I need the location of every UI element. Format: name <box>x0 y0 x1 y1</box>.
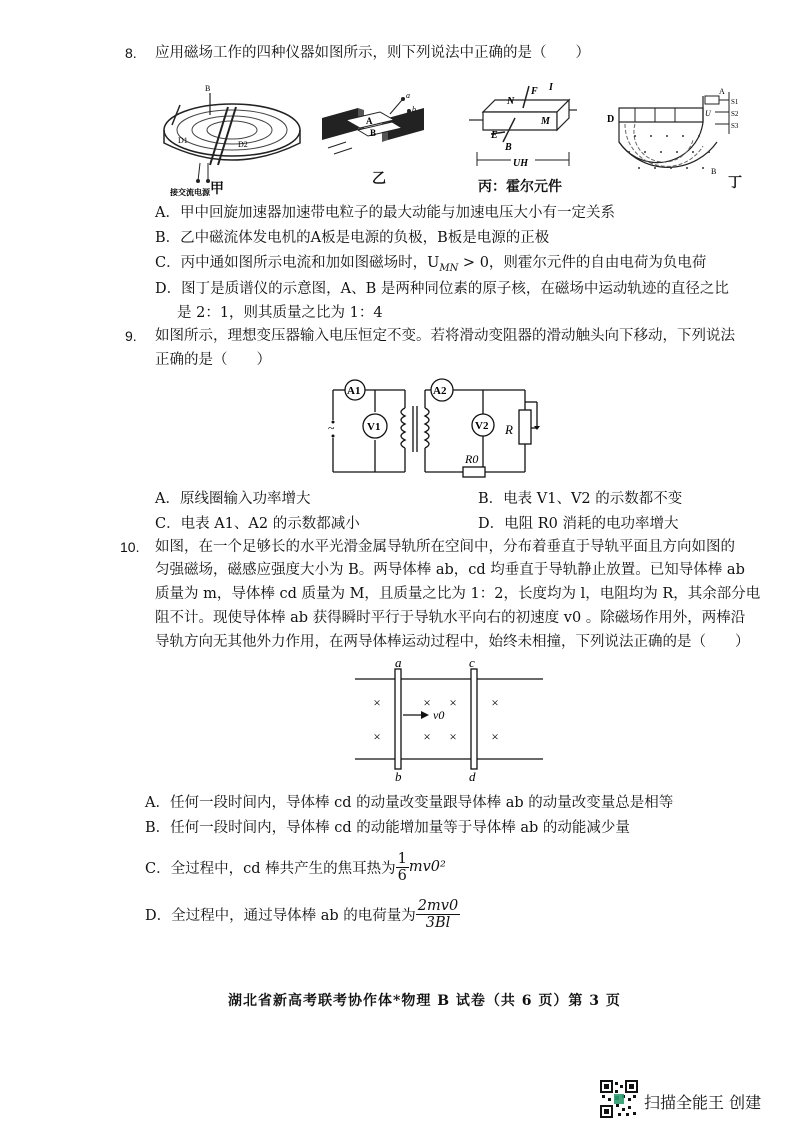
hall-element-figure <box>465 82 580 172</box>
field-cross: × <box>423 729 431 744</box>
hall-b-label: B <box>505 142 512 153</box>
q10-option-c <box>145 845 446 889</box>
voltmeter-v1-label: V1 <box>367 421 381 433</box>
voltmeter-v2-label: V2 <box>475 420 489 432</box>
hall-e-label: E <box>491 130 498 141</box>
figure-jia-label: 甲 <box>210 181 224 197</box>
rod-end-a-label: a <box>395 655 402 670</box>
q9-option-d: D．电阻 R0 消耗的电功率增大 <box>478 516 679 532</box>
hall-n-label: N <box>507 96 515 107</box>
field-cross: × <box>449 695 457 710</box>
q10-stem-line4: 阻不计。现使导体棒 ab 获得瞬时平行于导轨水平向右的初速度 v0 。除磁场作用外，两棒沿 <box>155 610 746 626</box>
resistor-r0-label: R0 <box>465 452 479 466</box>
cyclotron-d2-label: D2 <box>238 140 248 149</box>
q10-stem-line3: 质量为 m，导体棒 cd 质量为 M，且质量之比为 1：2，长度均为 l，电阻均为 R，其余部分电 <box>155 586 761 602</box>
q9-option-c: C．电表 A1、A2 的示数都减小 <box>155 516 360 532</box>
spec-a-label: A <box>719 87 725 96</box>
q8-option-c <box>155 251 706 274</box>
mhd-generator-figure <box>318 90 438 160</box>
cyclotron-d1-label: D1 <box>178 136 188 145</box>
ammeter-a1-label: A1 <box>347 385 361 397</box>
hall-m-label: M <box>541 116 550 127</box>
spec-s3-label: S3 <box>731 122 739 130</box>
spec-d-label: D <box>607 114 615 125</box>
field-cross: × <box>491 695 499 710</box>
q10-option-a: A．任何一段时间内，导体棒 cd 的动量改变量跟导体棒 ab 的动量改变量总是相等 <box>145 795 674 811</box>
q10-option-c-text: C．全过程中，cd 棒共产生的焦耳热为 <box>145 860 396 877</box>
velocity-v0-label: v0 <box>433 708 445 722</box>
spec-b-label: B <box>711 167 717 176</box>
q10-option-d-numerator: 2mv0 <box>417 897 459 914</box>
mhd-plate-a-label: A <box>366 116 373 126</box>
q10-option-d-text: D．全过程中，通过导体棒 ab 的电荷量为 <box>145 907 416 924</box>
qr-code-icon <box>600 1080 638 1118</box>
spec-u-label: U <box>705 109 711 118</box>
q8-stem: 应用磁场工作的四种仪器如图所示，则下列说法中正确的是（ ） <box>155 45 590 61</box>
field-cross: × <box>491 729 499 744</box>
figure-bing-label: 丙：霍尔元件 <box>478 179 562 195</box>
transformer-circuit-figure <box>325 372 555 484</box>
q10-option-c-fraction <box>396 851 409 884</box>
q8-option-d: D．图丁是质谱仪的示意图，A、B 是两种同位素的原子核，在磁场中运动轨迹的直径之比 <box>155 281 729 297</box>
q10-option-d-denominator: 3Bl <box>425 914 451 931</box>
field-cross: × <box>373 695 381 710</box>
cyclotron-b-label: B <box>205 85 211 93</box>
q8-option-c-tail: > 0，则霍尔元件的自由电荷为负电荷 <box>458 255 707 271</box>
scanner-watermark: 扫描全能王 创建 <box>644 1093 762 1112</box>
ammeter-a2-label: A2 <box>433 385 447 397</box>
q9-option-b: B．电表 V1、V2 的示数都不变 <box>478 491 683 507</box>
mhd-b-terminal: b <box>412 105 416 114</box>
rails-rods-figure <box>355 655 545 783</box>
field-cross: × <box>423 695 431 710</box>
q8-option-b: B．乙中磁流体发电机的A板是电源的负极，B板是电源的正极 <box>155 230 550 246</box>
q10-option-c-tail: mv0² <box>408 859 446 875</box>
q8-option-d-continued: 是 2：1，则其质量之比为 1：4 <box>177 305 383 321</box>
q9-stem-line2: 正确的是（ ） <box>155 352 271 368</box>
mhd-plate-b-label: B <box>370 128 377 138</box>
hall-i-label: I <box>549 82 553 93</box>
field-cross: × <box>373 729 381 744</box>
ac-source-symbol: ~ <box>328 421 335 435</box>
q8-option-c-subscript: MN <box>439 262 459 274</box>
hall-uh-label: UH <box>513 158 528 169</box>
rheostat-r-label: R <box>505 422 513 437</box>
ac-power-label: 接交流电源 <box>170 188 210 197</box>
page-footer: 湖北省新高考联考协作体*物理 B 试卷（共 6 页）第 3 页 <box>228 993 621 1009</box>
q9-stem-line1: 如图所示，理想变压器输入电压恒定不变。若将滑动变阻器的滑动触头向下移动，下列说法 <box>155 328 735 344</box>
q10-option-c-denominator: 6 <box>397 867 407 884</box>
q8-option-c-text: C．丙中通如图所示电流和加如图磁场时，U <box>155 255 440 271</box>
q9-number: 9. <box>125 328 137 344</box>
q9-option-a: A．原线圈输入功率增大 <box>155 491 311 507</box>
spec-s2-label: S2 <box>731 110 739 118</box>
q10-stem-line2: 匀强磁场，磁感应强度大小为 B。两导体棒 ab，cd 均垂直于导轨静止放置。已知导体棒 ab <box>155 562 745 578</box>
q8-option-a: A．甲中回旋加速器加速带电粒子的最大动能与加速电压大小有一定关系 <box>155 205 615 221</box>
q10-option-c-numerator: 1 <box>397 850 407 867</box>
q10-stem-line5: 导轨方向无其他外力作用，在两导体棒运动过程中，始终未相撞，下列说法正确的是（ ） <box>155 634 750 650</box>
q8-number: 8. <box>125 45 137 61</box>
q10-stem-line1: 如图，在一个足够长的水平光滑金属导轨所在空间中，分布着垂直于导轨平面且方向如图的 <box>155 539 735 555</box>
mhd-a-terminal: a <box>406 91 410 100</box>
hall-f-label: F <box>531 86 538 97</box>
q10-option-d <box>145 892 460 936</box>
cyclotron-figure <box>150 85 310 200</box>
rod-end-d-label: d <box>469 769 476 783</box>
spec-s1-label: S1 <box>731 98 739 106</box>
figure-ding-label: 丁 <box>728 175 742 191</box>
rod-end-c-label: c <box>469 655 475 670</box>
figure-yi-label: 乙 <box>372 171 386 187</box>
q10-option-d-fraction <box>416 898 460 931</box>
q10-number: 10. <box>120 539 140 555</box>
rod-end-b-label: b <box>395 769 402 783</box>
q10-option-b: B．任何一段时间内，导体棒 cd 的动能增加量等于导体棒 ab 的动能减少量 <box>145 820 630 836</box>
field-cross: × <box>449 729 457 744</box>
